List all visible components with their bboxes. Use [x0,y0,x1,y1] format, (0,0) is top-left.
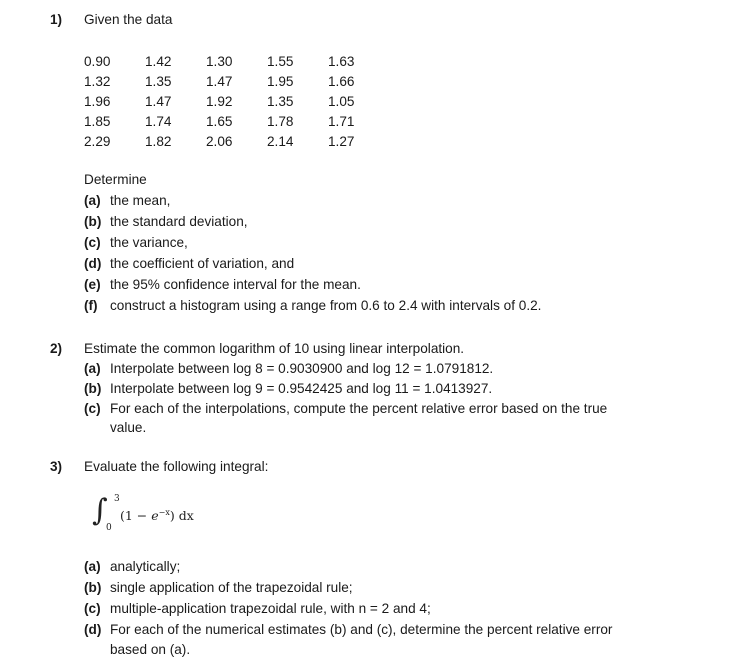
item-label: (d) [84,256,102,271]
data-row [84,111,368,131]
integrand-close: ) dx [169,508,194,524]
data-cell: 2.29 [84,133,111,149]
item-label: (e) [84,277,101,292]
data-cell: 1.71 [328,113,355,129]
item-text: the standard deviation, [110,214,248,229]
integrand-open: (1 − [120,508,152,524]
data-cell: 1.30 [206,54,233,70]
data-cell: 1.47 [145,93,172,109]
q1-number: 1) [50,12,63,27]
q2-item-c-continued: value. [110,420,147,435]
data-cell: 2.14 [267,133,294,149]
q1-item-d [84,256,294,271]
item-text: Interpolate between log 9 = 0.9542425 and log 11 = 1.0413927. [110,381,493,396]
data-row [84,92,368,112]
integral-lower-limit: 0 [106,523,112,533]
item-text: For each of the interpolations, compute the percent relative error based on the true [110,401,608,416]
q3-item-d [84,622,612,637]
integral-sign: ∫ [92,493,108,528]
data-cell: 1.35 [267,93,294,109]
data-cell: 1.42 [145,54,172,70]
q1-item-b [84,214,248,229]
q2-item-c [84,401,607,416]
integrand-base: e [151,508,159,524]
data-cell: 1.63 [328,54,355,70]
integrand-exponent: −x [158,508,170,517]
item-label: (a) [84,361,101,376]
q2-prompt: Estimate the common logarithm of 10 using linear interpolation. [84,341,465,356]
item-label: (b) [84,580,102,595]
data-cell: 1.55 [267,54,294,70]
data-cell: 1.85 [84,113,111,129]
q1-item-a [84,193,170,208]
data-cell: 1.66 [328,74,355,90]
integrand [120,508,194,523]
integral-upper-limit: 3 [114,494,120,504]
q2-item-a [84,361,493,376]
item-label: (f) [84,298,98,313]
data-cell: 1.65 [206,113,233,129]
item-text: the 95% confidence interval for the mean. [110,277,361,292]
q1-item-e [84,277,361,292]
data-cell: 1.96 [84,93,111,109]
item-label: (c) [84,235,101,250]
q1-item-f [84,298,541,313]
q1-item-c [84,235,188,250]
data-cell: 1.27 [328,133,355,149]
item-text: the variance, [110,235,188,250]
q1-prompt: Given the data [84,12,173,27]
item-text: the mean, [110,193,171,208]
q1-data-table [84,52,368,151]
q3-item-c [84,601,431,616]
q2-number: 2) [50,341,63,356]
data-cell: 1.05 [328,93,355,109]
data-cell: 1.32 [84,74,111,90]
item-text: For each of the numerical estimates (b) and (c), determine the percent relative error [110,622,613,637]
item-text: the coefficient of variation, and [110,256,295,271]
data-cell: 1.78 [267,113,294,129]
data-cell: 1.95 [267,74,294,90]
q3-number: 3) [50,459,63,474]
item-label: (c) [84,401,101,416]
item-text: multiple-application trapezoidal rule, with n = 2 and 4; [110,601,431,616]
data-cell: 0.90 [84,54,111,70]
integral-expression [92,493,232,540]
item-label: (b) [84,214,102,229]
item-text: construct a histogram using a range from 0.6 to 2.4 with intervals of 0.2. [110,298,542,313]
item-label: (d) [84,622,102,637]
data-cell: 1.74 [145,113,172,129]
item-text: single application of the trapezoidal rule; [110,580,353,595]
item-label: (b) [84,381,102,396]
q3-item-d-continued: based on (a). [110,642,191,657]
data-cell: 1.92 [206,93,233,109]
data-cell: 1.82 [145,133,172,149]
q3-prompt: Evaluate the following integral: [84,459,269,474]
data-cell: 2.06 [206,133,233,149]
data-row [84,72,368,92]
item-text: Interpolate between log 8 = 0.9030900 and log 12 = 1.0791812. [110,361,494,376]
item-label: (c) [84,601,101,616]
data-cell: 1.47 [206,74,233,90]
q1-determine: Determine [84,172,147,187]
item-label: (a) [84,193,101,208]
q3-item-a [84,559,180,574]
q3-item-b [84,580,353,595]
item-text: analytically; [110,559,181,574]
data-row [84,52,368,72]
data-row [84,131,368,151]
item-label: (a) [84,559,101,574]
data-cell: 1.35 [145,74,172,90]
q2-item-b [84,381,492,396]
